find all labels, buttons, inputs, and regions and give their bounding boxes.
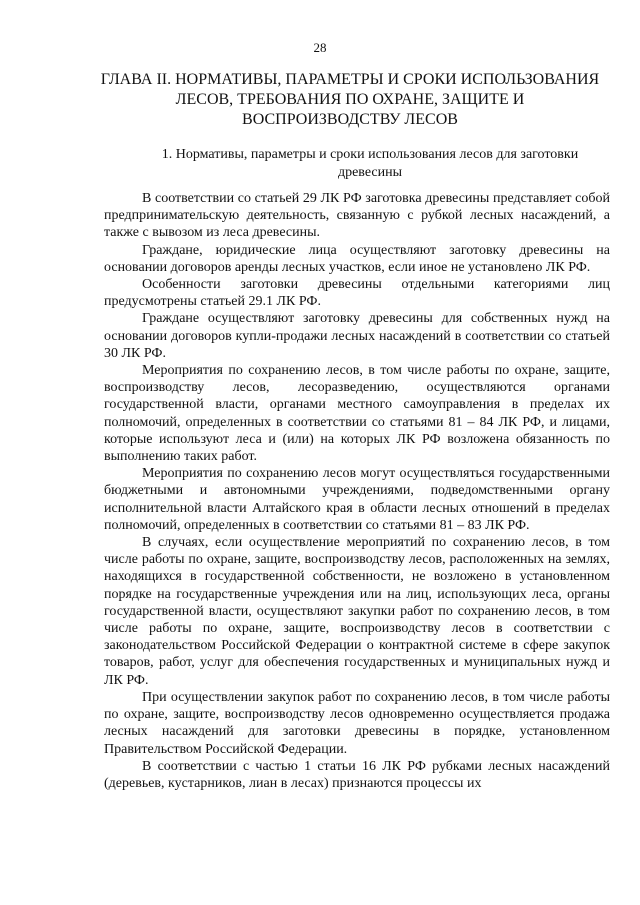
paragraph: Мероприятия по сохранению лесов могут осуществляться государственными бюджетными и автономными учреждениями, подведомственными органу исполнительной власти Алтайского края в области лесных отношений в пределах полномочий, определенных в соответствии со статьями 81 – 83 ЛК РФ. [104,466,610,533]
paragraph: При осуществлении закупок работ по сохранению лесов, в том числе работы по охране, защите, воспроизводству лесов одновременно осуществляется продажа лесных насаждений для заготовки древесины в порядке, установленном Правительством Российской Федерации. [104,689,610,757]
body-text [104,190,610,792]
paragraph: Граждане, юридические лица осуществляют заготовку древесины на основании договоров аренды лесных участков, если иное не установлено ЛК РФ. [104,242,610,275]
page-number: 28 [313,40,327,55]
paragraph: В соответствии с частью 1 статьи 16 ЛК РФ рубками лесных насаждений (деревьев, кустарников, лиан в лесах) признаются процессы их [104,758,610,791]
paragraph: В случаях, если осуществление мероприятий по сохранению лесов, в том числе работы по охране, защите, воспроизводству лесов, расположенных на землях, находящихся в государственной собственности, не возложено в установленном порядке на государственные учреждения или на лиц, использующих леса, органы государственной власти, осуществляют закупки работ по сохранению лесов, в том числе работы по охране, защите, воспроизводству лесов в соответствии с законодательством Российской Федерации о контрактной системе в сфере закупок товаров, работ, услуг для обеспечения государственных и муниципальных нужд и ЛК РФ. [104,535,610,688]
paragraph: Особенности заготовки древесины отдельными категориями лиц предусмотрены статьей 29.1 ЛК РФ. [104,277,610,310]
paragraph: В соответствии со статьей 29 ЛК РФ заготовка древесины представляет собой предпринимательскую деятельность, связанную с рубкой лесных насаждений, а также с вывозом из леса древесины. [104,191,610,241]
paragraph: Мероприятия по сохранению лесов, в том числе работы по охране, защите, воспроизводству лесов, лесоразведению, осуществляются органами государственной власти, органами местного самоуправления в пределах их полномочий, определенных в соответствии со статьями 81 – 84 ЛК РФ, и лицами, которые используют леса и (или) на которых ЛК РФ возложена обязанность по выполнению таких работ. [104,363,610,465]
paragraph: Граждане осуществляют заготовку древесины для собственных нужд на основании договоров купли-продажи лесных насаждений в соответствии со статьей 30 ЛК РФ. [104,311,610,361]
chapter-title: ГЛАВА II. НОРМАТИВЫ, ПАРАМЕТРЫ И СРОКИ ИСПОЛЬЗОВАНИЯ ЛЕСОВ, ТРЕБОВАНИЯ ПО ОХРАНЕ, ЗАЩИТЕ И ВОСПРОИЗВОДСТВУ ЛЕСОВ [100,71,600,128]
section-title: 1. Нормативы, параметры и сроки использования лесов для заготовки древесины [161,147,579,180]
